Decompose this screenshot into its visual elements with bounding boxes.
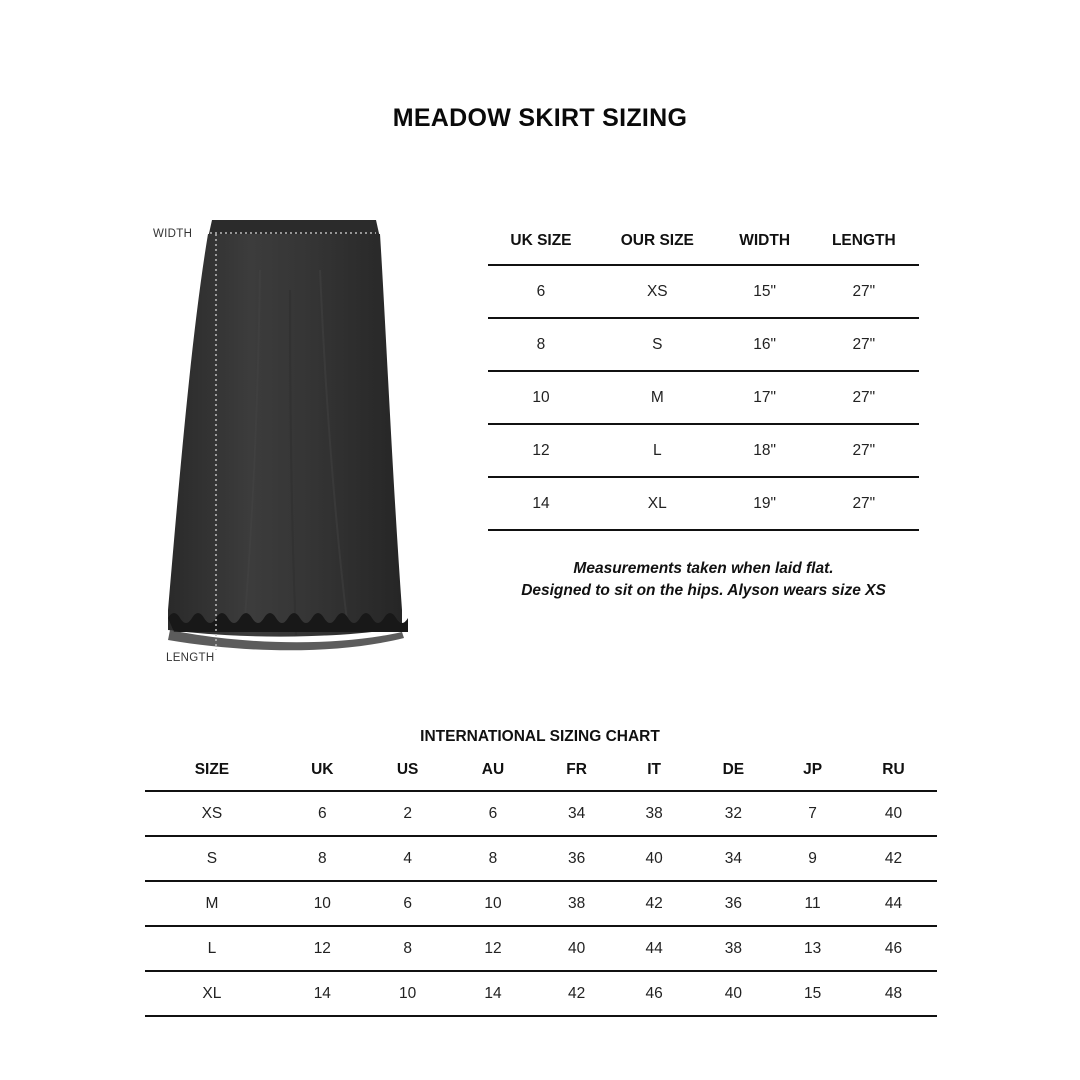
skirt-image xyxy=(140,210,430,680)
page-title: MEADOW SKIRT SIZING xyxy=(392,104,688,132)
cell-jp: 11 xyxy=(775,881,850,926)
header-au: AU xyxy=(449,752,536,791)
cell-de: 40 xyxy=(692,971,776,1016)
header-length: LENGTH xyxy=(809,224,919,265)
cell-uk: 8 xyxy=(279,836,366,881)
header-uk: UK xyxy=(279,752,366,791)
cell-our-size: S xyxy=(594,318,721,371)
cell-size: XS xyxy=(145,791,279,836)
cell-uk: 12 xyxy=(279,926,366,971)
cell-it: 38 xyxy=(617,791,692,836)
table-row xyxy=(488,477,919,530)
cell-uk: 10 xyxy=(279,881,366,926)
cell-size: M xyxy=(145,881,279,926)
international-sizing-table xyxy=(145,752,937,1017)
cell-it: 46 xyxy=(617,971,692,1016)
cell-ru: 46 xyxy=(850,926,937,971)
cell-uk: 14 xyxy=(279,971,366,1016)
cell-width: 18" xyxy=(721,424,809,477)
cell-us: 4 xyxy=(366,836,450,881)
cell-width: 19" xyxy=(721,477,809,530)
table-row xyxy=(145,971,937,1016)
cell-de: 36 xyxy=(692,881,776,926)
table-row xyxy=(488,371,919,424)
skirt-diagram xyxy=(140,210,430,680)
cell-ru: 44 xyxy=(850,881,937,926)
cell-our-size: L xyxy=(594,424,721,477)
cell-uk-size: 10 xyxy=(488,371,594,424)
note-line-2: Designed to sit on the hips. Alyson wears size XS xyxy=(521,582,886,599)
header-uk-size: UK SIZE xyxy=(488,224,594,265)
cell-jp: 9 xyxy=(775,836,850,881)
table-row xyxy=(488,424,919,477)
cell-it: 44 xyxy=(617,926,692,971)
cell-length: 27" xyxy=(809,477,919,530)
cell-fr: 42 xyxy=(536,971,616,1016)
table-row xyxy=(145,926,937,971)
size-table xyxy=(488,224,919,531)
cell-length: 27" xyxy=(809,265,919,318)
note-line-1: Measurements taken when laid flat. xyxy=(573,560,834,577)
header-it: IT xyxy=(617,752,692,791)
cell-de: 34 xyxy=(692,836,776,881)
cell-uk: 6 xyxy=(279,791,366,836)
cell-de: 38 xyxy=(692,926,776,971)
table-row xyxy=(145,881,937,926)
cell-width: 16" xyxy=(721,318,809,371)
cell-au: 10 xyxy=(449,881,536,926)
cell-fr: 40 xyxy=(536,926,616,971)
table-row xyxy=(145,791,937,836)
cell-au: 8 xyxy=(449,836,536,881)
cell-it: 40 xyxy=(617,836,692,881)
header-size: SIZE xyxy=(145,752,279,791)
length-label: LENGTH xyxy=(166,652,215,664)
cell-jp: 15 xyxy=(775,971,850,1016)
cell-jp: 7 xyxy=(775,791,850,836)
cell-size: L xyxy=(145,926,279,971)
table-row xyxy=(488,318,919,371)
cell-fr: 36 xyxy=(536,836,616,881)
cell-de: 32 xyxy=(692,791,776,836)
international-chart-title: INTERNATIONAL SIZING CHART xyxy=(420,728,660,745)
cell-fr: 38 xyxy=(536,881,616,926)
cell-uk-size: 12 xyxy=(488,424,594,477)
cell-length: 27" xyxy=(809,424,919,477)
header-us: US xyxy=(366,752,450,791)
cell-uk-size: 8 xyxy=(488,318,594,371)
cell-us: 10 xyxy=(366,971,450,1016)
cell-uk-size: 6 xyxy=(488,265,594,318)
cell-au: 6 xyxy=(449,791,536,836)
cell-au: 12 xyxy=(449,926,536,971)
cell-us: 6 xyxy=(366,881,450,926)
cell-our-size: XL xyxy=(594,477,721,530)
cell-ru: 42 xyxy=(850,836,937,881)
cell-ru: 48 xyxy=(850,971,937,1016)
header-fr: FR xyxy=(536,752,616,791)
cell-fr: 34 xyxy=(536,791,616,836)
cell-it: 42 xyxy=(617,881,692,926)
cell-ru: 40 xyxy=(850,791,937,836)
cell-uk-size: 14 xyxy=(488,477,594,530)
size-table-header xyxy=(488,224,919,265)
cell-our-size: XS xyxy=(594,265,721,318)
cell-us: 8 xyxy=(366,926,450,971)
measurement-note xyxy=(488,558,919,602)
cell-au: 14 xyxy=(449,971,536,1016)
cell-size: XL xyxy=(145,971,279,1016)
header-ru: RU xyxy=(850,752,937,791)
header-our-size: OUR SIZE xyxy=(594,224,721,265)
intl-table-header xyxy=(145,752,937,791)
header-jp: JP xyxy=(775,752,850,791)
cell-us: 2 xyxy=(366,791,450,836)
header-de: DE xyxy=(692,752,776,791)
table-row xyxy=(488,265,919,318)
cell-our-size: M xyxy=(594,371,721,424)
table-row xyxy=(145,836,937,881)
width-label: WIDTH xyxy=(153,228,193,240)
cell-length: 27" xyxy=(809,318,919,371)
header-width: WIDTH xyxy=(721,224,809,265)
cell-length: 27" xyxy=(809,371,919,424)
cell-jp: 13 xyxy=(775,926,850,971)
cell-size: S xyxy=(145,836,279,881)
cell-width: 15" xyxy=(721,265,809,318)
cell-width: 17" xyxy=(721,371,809,424)
